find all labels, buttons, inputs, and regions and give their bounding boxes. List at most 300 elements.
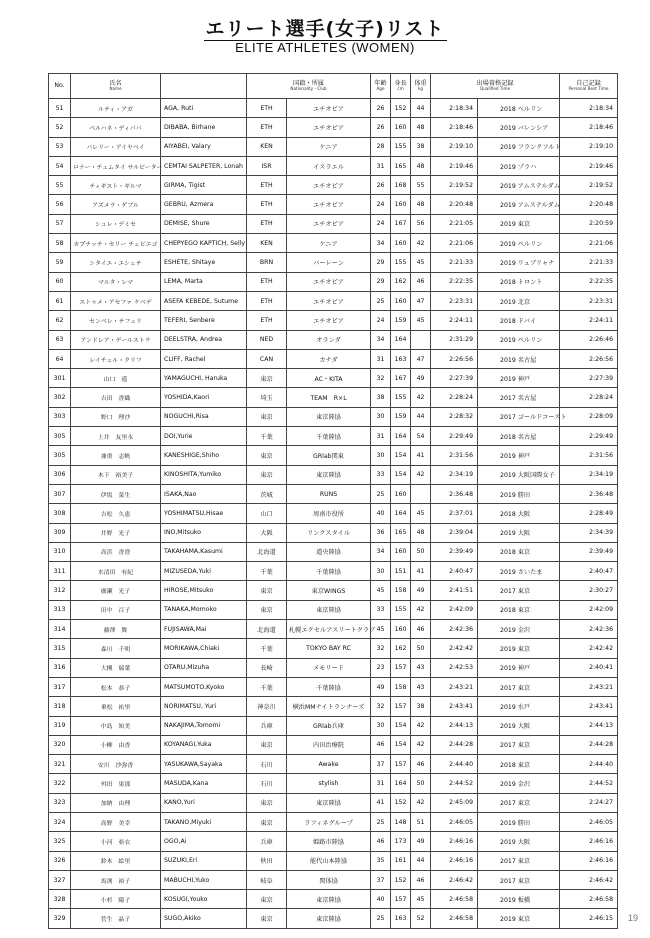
cell-personal-best: 2:22:35 [560,272,618,291]
cell-qualified-time: 2:43:41 [431,697,478,716]
cell-qualified-time: 2:23:31 [431,291,478,310]
cell-country: ETH [247,195,287,214]
cell-height: 157 [391,755,411,774]
cell-qualified-race: 2019 さいたま [478,562,560,581]
table-row [49,542,618,561]
cell-name-en: FUJISAWA,Mai [161,620,247,639]
cell-name-en: SUZUKI,Eri [161,851,247,870]
cell-personal-best: 2:19:10 [560,137,618,156]
cell-name-en: DEMISE, Shure [161,214,247,233]
cell-no: 320 [49,735,71,754]
cell-height: 154 [391,735,411,754]
cell-no: 58 [49,234,71,253]
table-row [49,812,618,831]
cell-weight: 48 [411,156,431,175]
cell-name-jp: 野口 理沙 [71,407,161,426]
cell-name-jp: 伊坂 菜生 [71,484,161,503]
cell-height: 160 [391,542,411,561]
cell-club: TOKYO BAY RC [287,639,371,658]
cell-age: 30 [371,407,391,426]
cell-club: ケニア [287,234,371,253]
table-header-row [49,74,618,99]
cell-personal-best: 2:44:28 [560,735,618,754]
cell-country: 東京 [247,407,287,426]
cell-weight: 55 [411,176,431,195]
cell-club: AC・KITA [287,369,371,388]
cell-name-en: KINOSHITA,Yumiko [161,465,247,484]
cell-name-en: TAKAHAMA,Kasumi [161,542,247,561]
cell-no: 319 [49,716,71,735]
cell-club: stylish [287,774,371,793]
cell-qualified-time: 2:46:58 [431,890,478,909]
cell-personal-best: 2:26:56 [560,349,618,368]
cell-name-en: OTARU,Mizuha [161,658,247,677]
cell-country: KEN [247,234,287,253]
cell-qualified-time: 2:24:11 [431,311,478,330]
cell-name-jp: 廣瀬 光子 [71,581,161,600]
cell-qualified-race: 2019 アムステルダム [478,176,560,195]
cell-qualified-time: 2:20:48 [431,195,478,214]
cell-age: 31 [371,349,391,368]
cell-name-jp: ロナー・チェムタイ サルピーター [71,156,161,175]
cell-club: エチオピア [287,195,371,214]
cell-country: 東京 [247,812,287,831]
cell-height: 167 [391,214,411,233]
cell-club: 東京陸協 [287,465,371,484]
cell-no: 323 [49,793,71,812]
cell-age: 36 [371,523,391,542]
cell-age: 25 [371,909,391,928]
cell-country: 石川 [247,774,287,793]
cell-weight: 42 [411,735,431,754]
cell-qualified-race: 2019 大阪 [478,523,560,542]
cell-qualified-time: 2:19:46 [431,156,478,175]
cell-club: 能代山本陸協 [287,851,371,870]
cell-qualified-race: 2018 名古屋 [478,427,560,446]
cell-country: ETH [247,214,287,233]
cell-personal-best: 2:28:24 [560,388,618,407]
cell-personal-best: 2:42:42 [560,639,618,658]
cell-qualified-race: 2018 ベルリン [478,99,560,118]
cell-club: カナダ [287,349,371,368]
cell-club: 道央陸協 [287,542,371,561]
cell-age: 40 [371,504,391,523]
cell-country: 千葉 [247,677,287,696]
cell-personal-best: 2:20:48 [560,195,618,214]
cell-qualified-race: 2018 ドバイ [478,311,560,330]
cell-personal-best: 2:44:13 [560,716,618,735]
table-row [49,890,618,909]
cell-height: 158 [391,581,411,600]
cell-no: 54 [49,156,71,175]
cell-name-jp: 吉松 久恵 [71,504,161,523]
cell-qualified-race: 2019 ベルリン [478,330,560,349]
cell-no: 326 [49,851,71,870]
cell-personal-best: 2:26:46 [560,330,618,349]
cell-personal-best: 2:18:46 [560,118,618,137]
cell-personal-best: 2:46:58 [560,890,618,909]
cell-height: 151 [391,562,411,581]
cell-weight: 42 [411,234,431,253]
cell-club: エチオピア [287,272,371,291]
cell-name-en: MIZUSEDA,Yuki [161,562,247,581]
cell-no: 324 [49,812,71,831]
cell-age: 26 [371,99,391,118]
cell-no: 328 [49,890,71,909]
header-name: 氏名 Name [71,74,161,99]
cell-qualified-time: 2:40:47 [431,562,478,581]
cell-height: 157 [391,697,411,716]
cell-name-jp: アズメラ・ゲブル [71,195,161,214]
cell-no: 314 [49,620,71,639]
cell-qualified-time: 2:26:56 [431,349,478,368]
cell-name-jp: 井野 光子 [71,523,161,542]
cell-name-en: NOGUCHI,Risa [161,407,247,426]
cell-country: 東京 [247,735,287,754]
cell-name-jp: ルティ・アガ [71,99,161,118]
cell-country: 神奈川 [247,697,287,716]
cell-personal-best: 2:29:49 [560,427,618,446]
cell-name-en: YASUKAWA,Sayaka [161,755,247,774]
cell-no: 63 [49,330,71,349]
cell-qualified-time: 2:28:24 [431,388,478,407]
cell-club: バーレーン [287,253,371,272]
cell-no: 57 [49,214,71,233]
cell-personal-best: 2:27:39 [560,369,618,388]
cell-height: 155 [391,388,411,407]
cell-qualified-time: 2:44:13 [431,716,478,735]
cell-qualified-time: 2:43:21 [431,677,478,696]
cell-club: ラフィネグループ [287,812,371,831]
cell-name-en: HIROSE,Mitsuko [161,581,247,600]
cell-qualified-time: 2:21:33 [431,253,478,272]
cell-qualified-race: 2019 金沢 [478,774,560,793]
cell-no: 60 [49,272,71,291]
table-row [49,716,618,735]
cell-qualified-time: 2:42:42 [431,639,478,658]
cell-weight: 56 [411,214,431,233]
cell-qualified-race: 2019 板橋 [478,890,560,909]
cell-name-jp: 山口 遥 [71,369,161,388]
cell-name-jp: 小杉 陽子 [71,890,161,909]
cell-age: 26 [371,118,391,137]
cell-age: 37 [371,870,391,889]
cell-age: 37 [371,755,391,774]
cell-height: 157 [391,890,411,909]
cell-name-jp: 高野 美幸 [71,812,161,831]
cell-country: ISR [247,156,287,175]
cell-age: 24 [371,311,391,330]
cell-no: 312 [49,581,71,600]
cell-name-jp: 馬渕 裕子 [71,870,161,889]
cell-weight: 45 [411,504,431,523]
cell-name-en: DEELSTRA, Andrea [161,330,247,349]
cell-height: 155 [391,600,411,619]
table-row [49,195,618,214]
table-row [49,851,618,870]
cell-qualified-race: 2018 東京 [478,542,560,561]
table-row [49,407,618,426]
cell-height: 164 [391,330,411,349]
cell-qualified-time: 2:46:05 [431,812,478,831]
cell-no: 322 [49,774,71,793]
cell-height: 154 [391,446,411,465]
table-row [49,234,618,253]
header-personal-best: 自己記録 Personal Best Time [560,74,618,99]
cell-qualified-race: 2019 金沢 [478,620,560,639]
cell-weight: 41 [411,446,431,465]
cell-no: 318 [49,697,71,716]
cell-height: 152 [391,793,411,812]
cell-weight: 43 [411,677,431,696]
cell-qualified-time: 2:21:06 [431,234,478,253]
cell-age: 24 [371,195,391,214]
cell-qualified-race: 2019 リュブリャナ [478,253,560,272]
cell-personal-best: 2:39:49 [560,542,618,561]
cell-qualified-time: 2:37:01 [431,504,478,523]
cell-height: 163 [391,349,411,368]
cell-qualified-time: 2:44:52 [431,774,478,793]
cell-qualified-race: 2018 東京 [478,755,560,774]
cell-personal-best: 2:46:16 [560,851,618,870]
cell-height: 162 [391,272,411,291]
cell-country: ETH [247,291,287,310]
cell-no: 308 [49,504,71,523]
cell-personal-best: 2:18:34 [560,99,618,118]
cell-name-jp: センベレ・テフェリ [71,311,161,330]
cell-age: 29 [371,253,391,272]
table-row [49,118,618,137]
cell-height: 159 [391,311,411,330]
table-row [49,755,618,774]
cell-name-jp: 森川 千明 [71,639,161,658]
cell-club: オランダ [287,330,371,349]
cell-name-en: AGA, Ruti [161,99,247,118]
cell-name-en: SUGO,Akiko [161,909,247,928]
cell-height: 157 [391,658,411,677]
cell-height: 160 [391,620,411,639]
cell-height: 160 [391,118,411,137]
cell-country: ETH [247,272,287,291]
cell-qualified-time: 2:42:09 [431,600,478,619]
cell-qualified-time: 2:19:52 [431,176,478,195]
cell-height: 152 [391,870,411,889]
cell-country: ETH [247,311,287,330]
cell-personal-best: 2:19:46 [560,156,618,175]
cell-age: 25 [371,812,391,831]
cell-qualified-time: 2:41:51 [431,581,478,600]
cell-height: 155 [391,137,411,156]
cell-no: 316 [49,658,71,677]
cell-country: ETH [247,176,287,195]
page-number: 19 [627,913,638,923]
cell-qualified-race: 2018 トロント [478,272,560,291]
cell-personal-best: 2:46:16 [560,832,618,851]
header-age: 年齢 Age [371,74,391,99]
cell-personal-best: 2:36:48 [560,484,618,503]
cell-qualified-race: 2019 神戸 [478,446,560,465]
cell-club: 千葉陸協 [287,427,371,446]
cell-no: 56 [49,195,71,214]
cell-name-en: DOI,Yurie [161,427,247,446]
cell-name-jp: レイチェル・クリフ [71,349,161,368]
cell-qualified-race: 2019 東京 [478,214,560,233]
cell-country: 千葉 [247,639,287,658]
header-name-en [161,74,247,99]
elite-athletes-table [48,73,618,929]
cell-name-jp: 加納 由理 [71,793,161,812]
cell-age: 23 [371,658,391,677]
cell-no: 325 [49,832,71,851]
cell-name-jp: 松本 恭子 [71,677,161,696]
cell-age: 25 [371,291,391,310]
cell-personal-best: 2:42:09 [560,600,618,619]
table-row [49,677,618,696]
cell-no: 327 [49,870,71,889]
cell-club: 千葉陸協 [287,677,371,696]
cell-name-en: CLIFF, Rachel [161,349,247,368]
cell-no: 307 [49,484,71,503]
cell-country: NED [247,330,287,349]
cell-qualified-race: 2019 神戸 [478,658,560,677]
cell-no: 55 [49,176,71,195]
cell-age: 24 [371,214,391,233]
cell-no: 52 [49,118,71,137]
cell-country: 東京 [247,446,287,465]
cell-name-jp: 吉田 香織 [71,388,161,407]
cell-name-en: YOSHIDA,Kaori [161,388,247,407]
cell-country: 岐阜 [247,870,287,889]
cell-name-en: KOYANAGI,Yuka [161,735,247,754]
cell-no: 321 [49,755,71,774]
cell-country: 大阪 [247,523,287,542]
cell-height: 160 [391,234,411,253]
cell-name-en: CEMTAI SALPETER, Lonah [161,156,247,175]
cell-age: 35 [371,851,391,870]
cell-weight: 47 [411,291,431,310]
cell-height: 154 [391,465,411,484]
cell-no: 306 [49,465,71,484]
cell-height: 164 [391,774,411,793]
cell-country: ETH [247,118,287,137]
cell-name-jp: 高浜 香澄 [71,542,161,561]
table-row [49,465,618,484]
cell-weight: 49 [411,832,431,851]
cell-weight: 43 [411,658,431,677]
table-row [49,735,618,754]
cell-club: TEAM R×L [287,388,371,407]
cell-club: 横浜MMナイトランナーズ [287,697,371,716]
cell-height: 159 [391,407,411,426]
cell-no: 64 [49,349,71,368]
cell-weight: 52 [411,909,431,928]
cell-country: 山口 [247,504,287,523]
table-row [49,658,618,677]
cell-weight: 47 [411,349,431,368]
cell-club: エチオピア [287,176,371,195]
table-row [49,349,618,368]
cell-name-jp: 小河 亜衣 [71,832,161,851]
cell-qualified-race: 2018 東京 [478,600,560,619]
table-row [49,639,618,658]
cell-name-en: NORIMATSU, Yuri [161,697,247,716]
table-row [49,291,618,310]
cell-name-jp: ティギスト・ギルマ [71,176,161,195]
cell-club: 東京陸協 [287,890,371,909]
cell-height: 164 [391,427,411,446]
cell-qualified-time: 2:19:10 [431,137,478,156]
table-row [49,484,618,503]
cell-name-jp: 土井 友里永 [71,427,161,446]
cell-name-jp: 木下 裕美子 [71,465,161,484]
table-row [49,581,618,600]
cell-personal-best: 2:34:19 [560,465,618,484]
cell-personal-best: 2:40:41 [560,658,618,677]
cell-country: CAN [247,349,287,368]
cell-club: エチオピア [287,291,371,310]
header-qualified-time: 出場資格記録 Qualified Time [431,74,560,99]
cell-name-jp: 中島 知美 [71,716,161,735]
cell-name-en: KANO,Yuri [161,793,247,812]
cell-personal-best: 2:40:47 [560,562,618,581]
cell-no: 303 [49,407,71,426]
cell-country: 兵庫 [247,716,287,735]
cell-club: イスラエル [287,156,371,175]
cell-country: 秋田 [247,851,287,870]
cell-qualified-time: 2:46:42 [431,870,478,889]
cell-weight: 42 [411,388,431,407]
cell-country: 埼玉 [247,388,287,407]
cell-age: 26 [371,176,391,195]
cell-personal-best: 2:44:52 [560,774,618,793]
cell-name-en: TANAKA,Momoko [161,600,247,619]
cell-qualified-race: 2019 神戸 [478,369,560,388]
cell-qualified-time: 2:46:16 [431,851,478,870]
page-subtitle: ELITE ATHLETES (WOMEN) [235,40,415,55]
cell-country: 東京 [247,909,287,928]
cell-country: 東京 [247,465,287,484]
cell-qualified-race: 2019 大阪国際女子 [478,465,560,484]
cell-personal-best: 2:42:36 [560,620,618,639]
cell-qualified-time: 2:46:16 [431,832,478,851]
cell-personal-best: 2:21:06 [560,234,618,253]
cell-weight: 44 [411,851,431,870]
cell-club: 周南市役所 [287,504,371,523]
cell-weight: 44 [411,407,431,426]
table-row [49,214,618,233]
cell-height: 160 [391,195,411,214]
cell-no: 59 [49,253,71,272]
cell-weight: 38 [411,697,431,716]
cell-age: 45 [371,581,391,600]
cell-club: エチオピア [287,214,371,233]
cell-personal-best: 2:20:59 [560,214,618,233]
cell-country: ETH [247,99,287,118]
cell-club: GRlab関東 [287,446,371,465]
cell-personal-best: 2:28:09 [560,407,618,426]
cell-name-jp: 安川 沙弥香 [71,755,161,774]
cell-weight: 49 [411,369,431,388]
cell-qualified-race: 2019 ベルリン [478,234,560,253]
cell-qualified-time: 2:36:48 [431,484,478,503]
header-weight: 体重 kg [411,74,431,99]
cell-height: 158 [391,677,411,696]
cell-height: 164 [391,504,411,523]
table-row [49,870,618,889]
cell-name-jp: マルタ・レマ [71,272,161,291]
cell-height: 160 [391,291,411,310]
table-row [49,253,618,272]
